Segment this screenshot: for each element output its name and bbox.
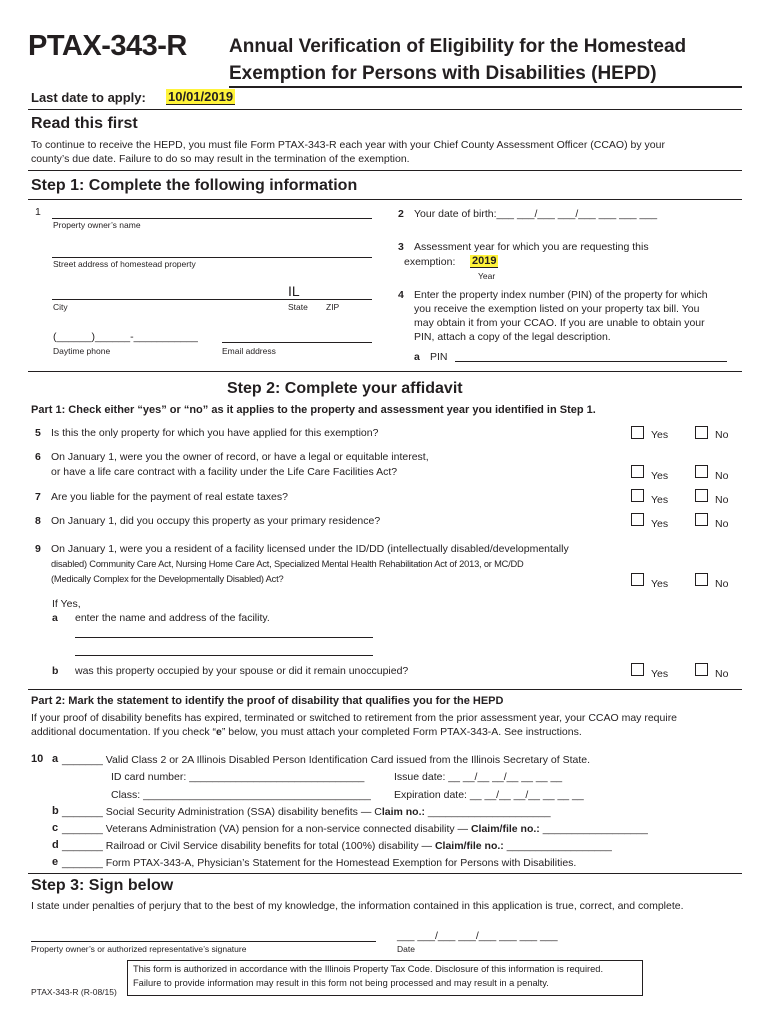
- pin-label: PIN: [430, 351, 448, 363]
- owner-name-field[interactable]: [52, 218, 372, 219]
- assessment-year-value[interactable]: 2019: [472, 255, 497, 267]
- form-title-line2: Exemption for Persons with Disabilities (HEPD): [229, 63, 657, 84]
- q6-no-checkbox[interactable]: [695, 465, 708, 478]
- form-id: PTAX-343-R: [28, 30, 187, 62]
- q8-yes-checkbox[interactable]: [631, 513, 644, 526]
- part1-bottom-rule: [28, 689, 742, 690]
- q6-number: 6: [35, 451, 41, 463]
- q10c-text: _______ Veterans Administration (VA) pension for a non-service connected disability —: [62, 823, 471, 835]
- item3-number: 3: [398, 241, 404, 253]
- q6-yes-label: Yes: [651, 470, 669, 482]
- email-field[interactable]: [222, 342, 372, 343]
- state-label: State: [288, 302, 308, 312]
- q9-text-line2: disabled) Community Care Act, Nursing Home Care Act, Specialized Mental Health Rehabilitation Act of 2013, or MC/DD: [51, 559, 524, 569]
- class-field[interactable]: Class: _______________________________________: [111, 789, 371, 801]
- q10d-option[interactable]: [62, 840, 612, 852]
- item2-number: 2: [398, 208, 404, 220]
- issue-date-field[interactable]: Issue date: __ __/__ __/__ __ __ __: [394, 771, 563, 783]
- date-of-birth-field[interactable]: Your date of birth:___ ___/___ ___/___ ___ ___ ___: [414, 208, 658, 220]
- zip-label: ZIP: [326, 302, 340, 312]
- item1-number: 1: [35, 206, 41, 218]
- part2-line1: If your proof of disability benefits has expired, terminated or switched to retirement from the prior assessment year, your CCAO may require: [31, 712, 678, 724]
- pin-field[interactable]: [455, 361, 727, 362]
- q7-yes-checkbox[interactable]: [631, 489, 644, 502]
- signature-field[interactable]: [31, 941, 376, 942]
- part2-line2-a: additional documentation. If you check “: [31, 726, 217, 738]
- item4-number: 4: [398, 289, 404, 301]
- q8-no-checkbox[interactable]: [695, 513, 708, 526]
- q9b-text: was this property occupied by your spouse or did it remain unoccupied?: [75, 665, 409, 677]
- legal-notice-box: [127, 960, 643, 996]
- signature-date-label: Date: [397, 944, 415, 954]
- q5-yes-checkbox[interactable]: [631, 426, 644, 439]
- legal-notice-line1: This form is authorized in accordance with the Illinois Property Tax Code. Disclosure of this information is required.: [133, 964, 604, 974]
- q10b-letter: b: [52, 805, 59, 817]
- step3-heading: Step 3: Sign below: [31, 877, 174, 894]
- step2-bottom-rule: [28, 873, 742, 874]
- q9-no-label: No: [715, 578, 729, 590]
- q9a-letter: a: [52, 612, 58, 624]
- pin-a-letter: a: [414, 351, 420, 363]
- q10d-bold: Claim/file no.:: [434, 840, 504, 852]
- q10c-letter: c: [52, 822, 59, 834]
- part2-line2: [31, 726, 582, 738]
- q7-no-label: No: [715, 494, 729, 506]
- signature-label: Property owner’s or authorized representative’s signature: [31, 944, 247, 954]
- daytime-phone-field[interactable]: (______)______-___________: [53, 331, 198, 343]
- q10e-option[interactable]: _______ Form PTAX-343-A, Physician’s Statement for the Homestead Exemption for Persons with Disabilities.: [62, 857, 577, 869]
- intro-rule: [28, 170, 742, 171]
- q8-number: 8: [35, 515, 41, 527]
- legal-notice-line2: Failure to provide information may result in this form not being processed and may result in a penalty.: [133, 978, 549, 988]
- q9b-letter: b: [52, 665, 59, 677]
- city-state-zip-field[interactable]: [52, 299, 372, 300]
- email-label: Email address: [222, 346, 276, 356]
- q7-text: Are you liable for the payment of real estate taxes?: [51, 491, 288, 503]
- q10d-text: _______ Railroad or Civil Service disability benefits for total (100%) disability —: [62, 840, 435, 852]
- q10-number: 10: [31, 753, 44, 765]
- pin-instruction-line2: you receive the exemption listed on your property tax bill. You: [414, 303, 700, 315]
- q10e-letter: e: [52, 856, 59, 868]
- intro-line2: county’s due date. Failure to do so may result in the termination of the exemption.: [31, 153, 410, 165]
- q7-no-checkbox[interactable]: [695, 489, 708, 502]
- q6-text-line1: On January 1, were you the owner of record, or have a legal or equitable interest,: [51, 451, 429, 463]
- q7-number: 7: [35, 491, 41, 503]
- q10d-letter: d: [52, 839, 59, 851]
- read-first-heading: Read this first: [31, 115, 138, 132]
- q9b-yes-label: Yes: [651, 668, 669, 680]
- q10c-blank[interactable]: __________________: [539, 823, 648, 835]
- part1-heading: Part 1: Check either “yes” or “no” as it applies to the property and assessment year you identified in Step 1.: [31, 404, 596, 416]
- q9a-text: enter the name and address of the facility.: [75, 612, 270, 624]
- pin-instruction-line1: Enter the property index number (PIN) of the property for which: [414, 289, 708, 301]
- q5-no-label: No: [715, 429, 729, 441]
- intro-line1: To continue to receive the HEPD, you must file Form PTAX-343-R each year with your Chief County Assessment Officer (CCAO) by your: [31, 139, 665, 151]
- q7-yes-label: Yes: [651, 494, 669, 506]
- facility-name-field[interactable]: [75, 637, 373, 638]
- q6-text-line2: or have a life care contract with a facility under the Life Care Facilities Act?: [51, 466, 398, 478]
- q8-no-label: No: [715, 518, 729, 530]
- q10c-option[interactable]: [62, 823, 648, 835]
- last-date-label: Last date to apply:: [31, 90, 146, 105]
- q10a-letter: a: [52, 753, 59, 765]
- assessment-year-line2: exemption:: [404, 256, 456, 268]
- q9-number: 9: [35, 543, 41, 555]
- owner-name-label: Property owner’s name: [53, 220, 141, 230]
- q6-no-label: No: [715, 470, 729, 482]
- daytime-phone-label: Daytime phone: [53, 346, 111, 356]
- q5-text: Is this the only property for which you have applied for this exemption?: [51, 427, 379, 439]
- header-rule: [229, 86, 742, 88]
- q10b-text: _______ Social Security Administration (SSA) disability benefits — C: [62, 806, 382, 818]
- q8-text: On January 1, did you occupy this property as your primary residence?: [51, 515, 381, 527]
- part2-line2-b: e: [216, 726, 222, 738]
- q10b-option[interactable]: [62, 806, 551, 818]
- q9b-yes-checkbox[interactable]: [631, 663, 644, 676]
- state-value: IL: [288, 283, 300, 299]
- q10a-option[interactable]: _______ Valid Class 2 or 2A Illinois Disabled Person Identification Card issued from the Illinois Secretary of State.: [62, 754, 590, 766]
- facility-address-field[interactable]: [75, 655, 373, 656]
- year-label: Year: [478, 271, 496, 281]
- q10b-bold: laim no.:: [381, 806, 425, 818]
- q9-yes-label: Yes: [651, 578, 669, 590]
- q5-number: 5: [35, 427, 41, 439]
- q9-no-checkbox[interactable]: [695, 573, 708, 586]
- q5-yes-label: Yes: [651, 429, 669, 441]
- q9-text-line1: On January 1, were you a resident of a facility licensed under the ID/DD (intellectually disabled/developmentally: [51, 543, 569, 555]
- id-card-number-field[interactable]: ID card number: ______________________________: [111, 771, 365, 783]
- last-date-value: 10/01/2019: [168, 89, 234, 104]
- top-rule: [28, 109, 742, 110]
- part2-heading: Part 2: Mark the statement to identify the proof of disability that qualifies you for the HEPD: [31, 695, 504, 707]
- step1-heading: Step 1: Complete the following information: [31, 177, 358, 194]
- signature-date-field[interactable]: ___ ___/___ ___/___ ___ ___ ___: [397, 930, 558, 942]
- assessment-year-line1: Assessment year for which you are requesting this: [414, 241, 649, 253]
- street-address-field[interactable]: [52, 257, 372, 258]
- q9b-no-checkbox[interactable]: [695, 663, 708, 676]
- form-revision: PTAX-343-R (R-08/15): [31, 987, 117, 997]
- q10d-blank[interactable]: __________________: [503, 840, 612, 852]
- step2-heading: Step 2: Complete your affidavit: [227, 380, 463, 397]
- q9b-no-label: No: [715, 668, 729, 680]
- city-label: City: [53, 302, 68, 312]
- q10b-blank[interactable]: _____________________: [425, 806, 551, 818]
- perjury-statement: I state under penalties of perjury that to the best of my knowledge, the information contained in this application is true, correct, and complete.: [31, 900, 684, 912]
- q9-yes-checkbox[interactable]: [631, 573, 644, 586]
- if-yes-label: [52, 598, 81, 610]
- q9-text-line3: (Medically Complex for the Developmentally Disabled) Act?: [51, 574, 284, 584]
- q6-yes-checkbox[interactable]: [631, 465, 644, 478]
- form-title-line1: Annual Verification of Eligibility for the Homestead: [229, 36, 687, 57]
- if-yes-text: If Yes,: [52, 598, 81, 610]
- step1-bottom-rule: [28, 371, 742, 372]
- expiration-date-field[interactable]: Expiration date: __ __/__ __/__ __ __ __: [394, 789, 584, 801]
- step1-rule: [28, 199, 742, 200]
- pin-instruction-line4: PIN, attach a copy of the legal description.: [414, 331, 611, 343]
- pin-instruction-line3: may obtain it from your CCAO. If you are unable to obtain your: [414, 317, 705, 329]
- q5-no-checkbox[interactable]: [695, 426, 708, 439]
- q8-yes-label: Yes: [651, 518, 669, 530]
- q10c-bold: Claim/file no.:: [470, 823, 540, 835]
- part2-line2-c: ” below, you must attach your completed Form PTAX-343-A. See instructions.: [221, 726, 582, 738]
- street-address-label: Street address of homestead property: [53, 259, 196, 269]
